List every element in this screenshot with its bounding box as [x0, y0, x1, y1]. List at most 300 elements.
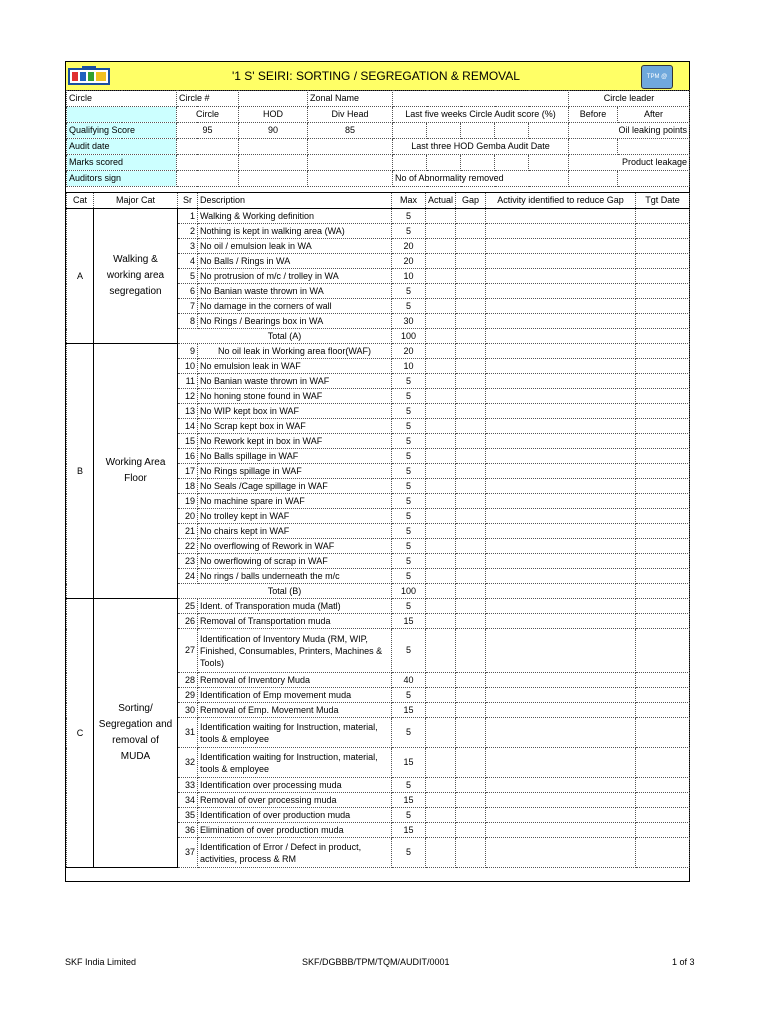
row-gap[interactable] [456, 524, 486, 539]
row-sr: 30 [178, 703, 198, 718]
row-activity[interactable] [486, 404, 636, 419]
row-activity[interactable] [486, 748, 636, 778]
table-row [67, 599, 690, 614]
row-sr: 12 [178, 389, 198, 404]
total-gap[interactable] [456, 584, 486, 599]
page-title: '1 S' SEIRI: SORTING / SEGREGATION & REMOVAL [232, 69, 520, 83]
category-code: B [67, 344, 94, 599]
col-major-cat: Major Cat [94, 193, 178, 209]
marks-div[interactable] [308, 155, 393, 171]
row-activity[interactable] [486, 793, 636, 808]
row-activity[interactable] [486, 524, 636, 539]
row-activity[interactable] [486, 509, 636, 524]
row-activity[interactable] [486, 703, 636, 718]
after-label: After [618, 107, 690, 123]
table-row [67, 209, 690, 224]
row-tgt-date[interactable] [636, 554, 690, 569]
row-gap[interactable] [456, 599, 486, 614]
row-sr: 2 [178, 224, 198, 239]
row-gap[interactable] [456, 299, 486, 314]
row-actual[interactable] [426, 404, 456, 419]
row-gap[interactable] [456, 419, 486, 434]
row-activity[interactable] [486, 479, 636, 494]
row-description: No Banian waste thrown in WAF [198, 374, 392, 389]
row-sr: 36 [178, 823, 198, 838]
row-gap[interactable] [456, 464, 486, 479]
row-max: 5 [392, 688, 426, 703]
audit-date-div[interactable] [308, 139, 393, 155]
row-tgt-date[interactable] [636, 539, 690, 554]
row-description: No trolley kept in WAF [198, 509, 392, 524]
row-sr: 6 [178, 284, 198, 299]
row-activity[interactable] [486, 299, 636, 314]
row-gap[interactable] [456, 629, 486, 673]
row-max: 5 [392, 718, 426, 748]
row-gap[interactable] [456, 209, 486, 224]
row-description: Removal of Inventory Muda [198, 673, 392, 688]
col-activity: Activity identified to reduce Gap [486, 193, 636, 209]
row-actual[interactable] [426, 599, 456, 614]
row-tgt-date[interactable] [636, 629, 690, 673]
row-tgt-date[interactable] [636, 778, 690, 793]
row-gap[interactable] [456, 434, 486, 449]
row-actual[interactable] [426, 823, 456, 838]
row-activity[interactable] [486, 464, 636, 479]
sign-div[interactable] [308, 171, 393, 187]
row-activity[interactable] [486, 688, 636, 703]
row-description: No Scrap kept box in WAF [198, 419, 392, 434]
row-max: 15 [392, 823, 426, 838]
checklist-body [67, 209, 690, 868]
row-actual[interactable] [426, 718, 456, 748]
row-actual[interactable] [426, 614, 456, 629]
row-actual[interactable] [426, 299, 456, 314]
row-max: 15 [392, 703, 426, 718]
row-description: No oil / emulsion leak in WA [198, 239, 392, 254]
row-gap[interactable] [456, 224, 486, 239]
row-gap[interactable] [456, 718, 486, 748]
row-max: 5 [392, 434, 426, 449]
row-max: 5 [392, 419, 426, 434]
row-description: Identification waiting for Instruction, material, tools & employee [198, 718, 392, 748]
marks-hod[interactable] [239, 155, 308, 171]
row-sr: 3 [178, 239, 198, 254]
row-tgt-date[interactable] [636, 479, 690, 494]
zonal-name-value[interactable] [393, 91, 569, 107]
row-tgt-date[interactable] [636, 224, 690, 239]
circle-no-value[interactable] [239, 91, 308, 107]
row-max: 5 [392, 838, 426, 868]
row-tgt-date[interactable] [636, 299, 690, 314]
row-description: No Rings / Bearings box in WA [198, 314, 392, 329]
row-description: Ident. of Transporation muda (Matl) [198, 599, 392, 614]
total-activity[interactable] [486, 584, 636, 599]
row-max: 5 [392, 569, 426, 584]
row-sr: 28 [178, 673, 198, 688]
row-max: 5 [392, 524, 426, 539]
row-max: 5 [392, 778, 426, 793]
row-gap[interactable] [456, 614, 486, 629]
row-actual[interactable] [426, 344, 456, 359]
category-code: A [67, 209, 94, 344]
sign-circle[interactable] [177, 171, 239, 187]
row-sr: 18 [178, 479, 198, 494]
row-tgt-date[interactable] [636, 389, 690, 404]
row-actual[interactable] [426, 419, 456, 434]
row-max: 20 [392, 344, 426, 359]
row-max: 15 [392, 614, 426, 629]
row-description: No chairs kept in WAF [198, 524, 392, 539]
row-tgt-date[interactable] [636, 509, 690, 524]
row-max: 5 [392, 284, 426, 299]
row-activity[interactable] [486, 838, 636, 868]
row-gap[interactable] [456, 688, 486, 703]
row-activity[interactable] [486, 434, 636, 449]
audit-date-hod[interactable] [239, 139, 308, 155]
row-max: 5 [392, 509, 426, 524]
row-activity[interactable] [486, 209, 636, 224]
row-gap[interactable] [456, 449, 486, 464]
row-activity[interactable] [486, 614, 636, 629]
row-tgt-date[interactable] [636, 569, 690, 584]
row-description: No damage in the corners of wall [198, 299, 392, 314]
row-description: No owerflowing of scrap in WAF [198, 554, 392, 569]
row-tgt-date[interactable] [636, 673, 690, 688]
major-category: Sorting/ Segregation and removal of MUDA [94, 599, 178, 868]
total-label: Total (A) [178, 329, 392, 344]
row-activity[interactable] [486, 554, 636, 569]
qualifying-score-label: Qualifying Score [67, 123, 177, 139]
row-tgt-date[interactable] [636, 434, 690, 449]
row-gap[interactable] [456, 344, 486, 359]
marks-circle[interactable] [177, 155, 239, 171]
row-actual[interactable] [426, 688, 456, 703]
row-actual[interactable] [426, 434, 456, 449]
row-activity[interactable] [486, 808, 636, 823]
row-activity[interactable] [486, 778, 636, 793]
row-tgt-date[interactable] [636, 599, 690, 614]
row-activity[interactable] [486, 239, 636, 254]
row-max: 5 [392, 808, 426, 823]
sign-hod[interactable] [239, 171, 308, 187]
col-circle: Circle [177, 107, 239, 123]
row-sr: 24 [178, 569, 198, 584]
row-actual[interactable] [426, 224, 456, 239]
row-actual[interactable] [426, 509, 456, 524]
row-sr: 25 [178, 599, 198, 614]
row-sr: 31 [178, 718, 198, 748]
row-gap[interactable] [456, 494, 486, 509]
row-tgt-date[interactable] [636, 344, 690, 359]
tpm-logo-icon: TPM @ SKF [641, 65, 673, 89]
row-gap[interactable] [456, 748, 486, 778]
row-max: 15 [392, 793, 426, 808]
footer-page: 1 of 3 [672, 957, 695, 967]
row-gap[interactable] [456, 673, 486, 688]
row-description: No overflowing of Rework in WAF [198, 539, 392, 554]
row-gap[interactable] [456, 703, 486, 718]
row-description: No oil leak in Working area floor(WAF) [198, 344, 392, 359]
row-gap[interactable] [456, 569, 486, 584]
row-max: 5 [392, 494, 426, 509]
row-gap[interactable] [456, 314, 486, 329]
row-actual[interactable] [426, 269, 456, 284]
row-sr: 20 [178, 509, 198, 524]
row-description: Walking & Working definition [198, 209, 392, 224]
row-activity[interactable] [486, 449, 636, 464]
row-description: No honing stone found in WAF [198, 389, 392, 404]
row-sr: 7 [178, 299, 198, 314]
row-tgt-date[interactable] [636, 374, 690, 389]
row-sr: 5 [178, 269, 198, 284]
row-activity[interactable] [486, 269, 636, 284]
row-activity[interactable] [486, 673, 636, 688]
row-activity[interactable] [486, 284, 636, 299]
audit-date-label: Audit date [67, 139, 177, 155]
row-actual[interactable] [426, 539, 456, 554]
row-tgt-date[interactable] [636, 359, 690, 374]
total-tgt-date[interactable] [636, 329, 690, 344]
row-actual[interactable] [426, 209, 456, 224]
row-tgt-date[interactable] [636, 524, 690, 539]
row-actual[interactable] [426, 239, 456, 254]
row-max: 5 [392, 404, 426, 419]
row-tgt-date[interactable] [636, 239, 690, 254]
row-actual[interactable] [426, 748, 456, 778]
row-activity[interactable] [486, 359, 636, 374]
row-tgt-date[interactable] [636, 464, 690, 479]
row-sr: 32 [178, 748, 198, 778]
circle-label: Circle [67, 91, 177, 107]
row-tgt-date[interactable] [636, 688, 690, 703]
row-activity[interactable] [486, 718, 636, 748]
total-activity[interactable] [486, 329, 636, 344]
row-actual[interactable] [426, 359, 456, 374]
row-description: Identification of Error / Defect in product, activities, process & RM [198, 838, 392, 868]
row-activity[interactable] [486, 374, 636, 389]
total-tgt-date[interactable] [636, 584, 690, 599]
row-actual[interactable] [426, 524, 456, 539]
row-tgt-date[interactable] [636, 404, 690, 419]
row-max: 5 [392, 554, 426, 569]
row-tgt-date[interactable] [636, 449, 690, 464]
row-activity[interactable] [486, 569, 636, 584]
row-max: 5 [392, 209, 426, 224]
audit-date-circle[interactable] [177, 139, 239, 155]
row-gap[interactable] [456, 389, 486, 404]
row-description: Identification of Emp movement muda [198, 688, 392, 703]
product-leakage-label: Product leakage [569, 155, 690, 171]
row-description: No Balls spillage in WAF [198, 449, 392, 464]
row-description: No WIP kept box in WAF [198, 404, 392, 419]
row-sr: 29 [178, 688, 198, 703]
row-sr: 9 [178, 344, 198, 359]
row-sr: 21 [178, 524, 198, 539]
row-description: No rings / balls underneath the m/c [198, 569, 392, 584]
footer-company: SKF India Limited [65, 957, 137, 967]
row-tgt-date[interactable] [636, 718, 690, 748]
row-actual[interactable] [426, 494, 456, 509]
row-gap[interactable] [456, 509, 486, 524]
row-tgt-date[interactable] [636, 823, 690, 838]
row-tgt-date[interactable] [636, 703, 690, 718]
row-actual[interactable] [426, 464, 456, 479]
row-max: 40 [392, 673, 426, 688]
row-gap[interactable] [456, 374, 486, 389]
total-label: Total (B) [178, 584, 392, 599]
category-code: C [67, 599, 94, 868]
row-sr: 14 [178, 419, 198, 434]
col-hod: HOD [239, 107, 308, 123]
row-activity[interactable] [486, 494, 636, 509]
row-sr: 11 [178, 374, 198, 389]
row-activity[interactable] [486, 539, 636, 554]
row-activity[interactable] [486, 823, 636, 838]
row-tgt-date[interactable] [636, 419, 690, 434]
row-actual[interactable] [426, 374, 456, 389]
row-description: Identification over processing muda [198, 778, 392, 793]
row-gap[interactable] [456, 284, 486, 299]
row-tgt-date[interactable] [636, 314, 690, 329]
col-gap: Gap [456, 193, 486, 209]
total-value: 100 [392, 584, 426, 599]
row-tgt-date[interactable] [636, 614, 690, 629]
row-sr: 8 [178, 314, 198, 329]
row-actual[interactable] [426, 838, 456, 868]
row-tgt-date[interactable] [636, 209, 690, 224]
marks-scored-label: Marks scored [67, 155, 177, 171]
row-actual[interactable] [426, 629, 456, 673]
qs-div-head: 85 [308, 123, 393, 139]
row-actual[interactable] [426, 569, 456, 584]
row-sr: 27 [178, 629, 198, 673]
zonal-name-label: Zonal Name [308, 91, 393, 107]
row-max: 15 [392, 748, 426, 778]
total-actual[interactable] [426, 329, 456, 344]
row-activity[interactable] [486, 224, 636, 239]
row-max: 5 [392, 224, 426, 239]
row-gap[interactable] [456, 778, 486, 793]
row-description: No Rework kept in box in WAF [198, 434, 392, 449]
row-tgt-date[interactable] [636, 838, 690, 868]
row-activity[interactable] [486, 419, 636, 434]
row-sr: 26 [178, 614, 198, 629]
row-actual[interactable] [426, 314, 456, 329]
row-sr: 15 [178, 434, 198, 449]
row-description: Removal of Transportation muda [198, 614, 392, 629]
row-actual[interactable] [426, 449, 456, 464]
col-cat: Cat [67, 193, 94, 209]
row-sr: 37 [178, 838, 198, 868]
row-activity[interactable] [486, 599, 636, 614]
row-sr: 1 [178, 209, 198, 224]
row-max: 5 [392, 464, 426, 479]
row-actual[interactable] [426, 284, 456, 299]
row-max: 5 [392, 479, 426, 494]
row-gap[interactable] [456, 823, 486, 838]
col-max: Max [392, 193, 426, 209]
row-actual[interactable] [426, 808, 456, 823]
row-activity[interactable] [486, 314, 636, 329]
no-abnormality-label: No of Abnormality removed [393, 171, 569, 187]
row-gap[interactable] [456, 479, 486, 494]
row-actual[interactable] [426, 703, 456, 718]
row-max: 5 [392, 539, 426, 554]
row-tgt-date[interactable] [636, 808, 690, 823]
row-actual[interactable] [426, 673, 456, 688]
row-description: Nothing is kept in walking area (WA) [198, 224, 392, 239]
row-gap[interactable] [456, 838, 486, 868]
major-category: Working Area Floor [94, 344, 178, 599]
row-max: 5 [392, 629, 426, 673]
checklist-table [66, 192, 690, 868]
row-sr: 19 [178, 494, 198, 509]
row-description: Identification of Inventory Muda (RM, WIP, Finished, Consumables, Printers, Machines & Tools) [198, 629, 392, 673]
row-activity[interactable] [486, 254, 636, 269]
row-actual[interactable] [426, 554, 456, 569]
col-actual: Actual [426, 193, 456, 209]
row-max: 5 [392, 599, 426, 614]
row-sr: 17 [178, 464, 198, 479]
col-div-head: Div Head [308, 107, 393, 123]
row-tgt-date[interactable] [636, 748, 690, 778]
row-gap[interactable] [456, 793, 486, 808]
row-gap[interactable] [456, 359, 486, 374]
row-gap[interactable] [456, 808, 486, 823]
row-gap[interactable] [456, 254, 486, 269]
row-actual[interactable] [426, 479, 456, 494]
row-max: 10 [392, 269, 426, 284]
row-sr: 34 [178, 793, 198, 808]
before-label: Before [569, 107, 618, 123]
row-tgt-date[interactable] [636, 494, 690, 509]
row-description: No machine spare in WAF [198, 494, 392, 509]
row-max: 5 [392, 449, 426, 464]
row-gap[interactable] [456, 404, 486, 419]
circle-no-label: Circle # [177, 91, 239, 107]
col-sr: Sr [178, 193, 198, 209]
qs-hod: 90 [239, 123, 308, 139]
row-description: Identification of over production muda [198, 808, 392, 823]
row-description: Removal of over processing muda [198, 793, 392, 808]
row-actual[interactable] [426, 778, 456, 793]
row-gap[interactable] [456, 239, 486, 254]
circle-leader-label: Circle leader [569, 91, 690, 107]
total-gap[interactable] [456, 329, 486, 344]
row-sr: 4 [178, 254, 198, 269]
last-three-hod-label: Last three HOD Gemba Audit Date [393, 139, 569, 155]
row-tgt-date[interactable] [636, 284, 690, 299]
row-activity[interactable] [486, 389, 636, 404]
table-row [67, 344, 690, 359]
qs-circle: 95 [177, 123, 239, 139]
row-actual[interactable] [426, 254, 456, 269]
row-tgt-date[interactable] [636, 254, 690, 269]
row-gap[interactable] [456, 539, 486, 554]
total-actual[interactable] [426, 584, 456, 599]
row-tgt-date[interactable] [636, 793, 690, 808]
total-value: 100 [392, 329, 426, 344]
row-gap[interactable] [456, 554, 486, 569]
row-tgt-date[interactable] [636, 269, 690, 284]
row-description: No protrusion of m/c / trolley in WA [198, 269, 392, 284]
row-actual[interactable] [426, 793, 456, 808]
row-actual[interactable] [426, 389, 456, 404]
row-description: Identification waiting for Instruction, material, tools & employee [198, 748, 392, 778]
row-activity[interactable] [486, 344, 636, 359]
row-gap[interactable] [456, 269, 486, 284]
row-activity[interactable] [486, 629, 636, 673]
